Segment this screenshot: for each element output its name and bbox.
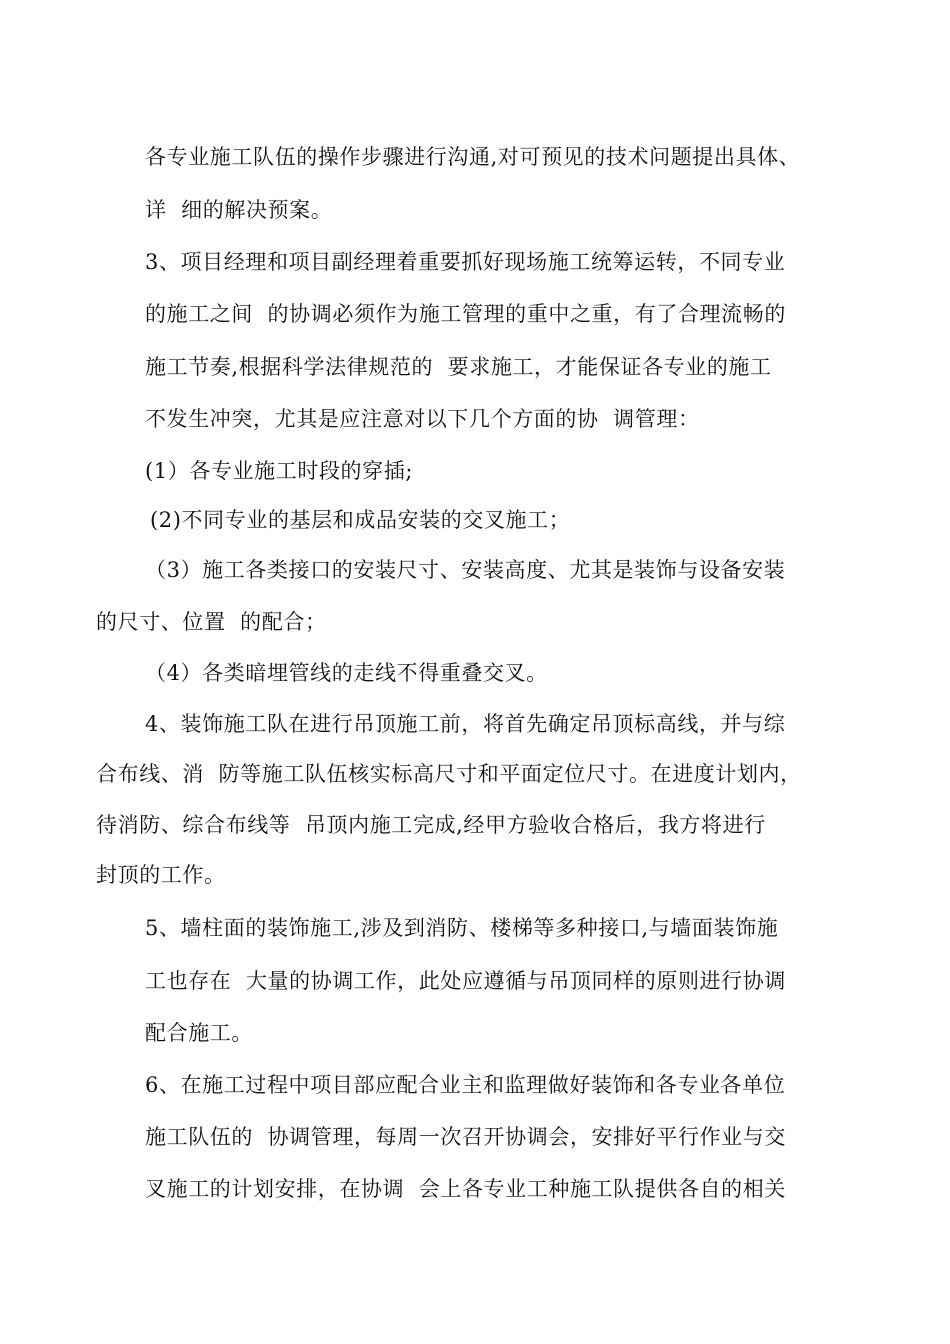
text-line: 配合施工。 (145, 1021, 253, 1045)
text-line: 施工节奏,根据科学法律规范的 要求施工，才能保证各专业的施工 (145, 355, 772, 379)
text-line: 叉施工的计划安排，在协调 会上各专业工种施工队提供各自的相关 (145, 1177, 786, 1201)
text-line: (2)不同专业的基层和成品安装的交叉施工； (150, 508, 571, 532)
text-line: 待消防、综合布线等 吊顶内施工完成,经甲方验收合格后，我方将进行 (96, 813, 766, 837)
text-line: 工也存在 大量的协调工作，此处应遵循与吊顶同样的原则进行协调 (145, 969, 786, 993)
text-line: 4、装饰施工队在进行吊顶施工前，将首先确定吊顶标高线，并与综 (145, 712, 786, 736)
text-line: 施工队伍的 协调管理，每周一次召开协调会，安排好平行作业与交 (145, 1125, 786, 1149)
text-line: 各专业施工队伍的操作步骤进行沟通,对可预见的技术问题提出具体、 (145, 145, 801, 169)
text-line: 的施工之间 的协调必须作为施工管理的重中之重，有了合理流畅的 (145, 302, 786, 326)
text-line: 不发生冲突，尤其是应注意对以下几个方面的协 调管理： (145, 407, 700, 431)
text-line: （3）施工各类接口的安装尺寸、安装高度、尤其是装饰与设备安装 (145, 558, 786, 582)
text-line: 6、在施工过程中项目部应配合业主和监理做好装饰和各专业各单位 (145, 1073, 786, 1097)
text-line: 的尺寸、位置 的配合； (96, 610, 327, 634)
text-line: 3、项目经理和项目副经理着重要抓好现场施工统筹运转，不同专业 (145, 250, 786, 274)
text-line: 详 细的解决预案。 (145, 198, 333, 222)
text-line: 合布线、消 防等施工队伍核实标高尺寸和平面定位尺寸。在进度计划内， (96, 762, 802, 786)
text-line: (1）各专业施工时段的穿插; (145, 459, 414, 483)
text-line: 5、墙柱面的装饰施工,涉及到消防、楼梯等多种接口,与墙面装饰施 (145, 916, 779, 940)
text-line: 封顶的工作。 (96, 863, 226, 887)
text-line: （4）各类暗埋管线的走线不得重叠交叉。 (145, 661, 548, 685)
